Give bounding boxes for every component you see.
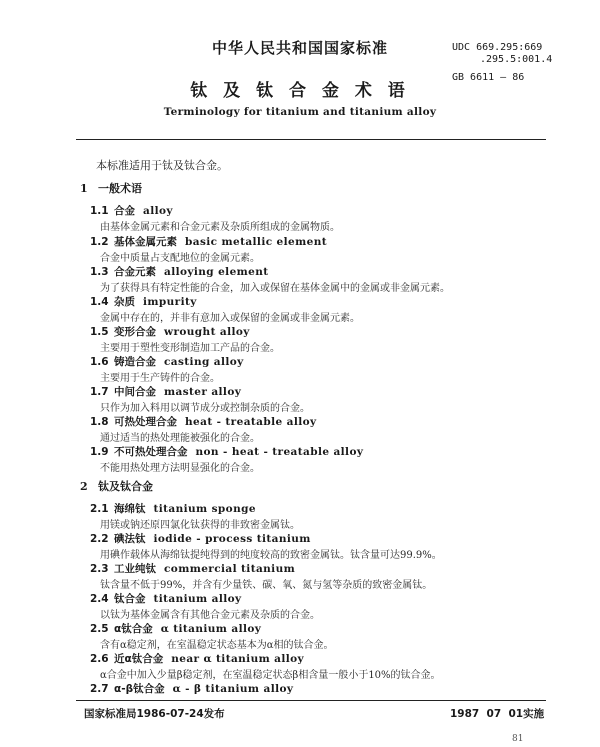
term-zh: 钛合金 [114,593,146,605]
term-1-2 [90,234,327,249]
term-zh: 基体金属元素 [114,236,177,248]
term-definition: 钛含量不低于99%，并含有少量铁、碳、氧、氮与氢等杂质的致密金属钛。 [100,580,433,591]
term-number: 2.7 [90,683,109,695]
term-definition: 以钛为基体金属含有其他合金元素及杂质的合金。 [100,610,320,621]
term-1-4 [90,294,197,309]
term-1-1 [90,203,173,218]
term-2-1 [90,501,256,516]
term-en: α - β titanium alloy [172,683,294,695]
term-number: 1.3 [90,266,109,278]
section-number: 2 [80,480,88,493]
term-en: near α titanium alloy [171,653,305,665]
term-en: heat - treatable alloy [185,416,317,428]
term-definition: α合金中加入少量β稳定剂，在室温稳定状态β相含量一般小于10%的钛合金。 [100,670,441,681]
term-definition: 不能用热处理方法明显强化的合金。 [100,463,260,474]
section-1-heading [80,180,142,196]
term-1-5 [90,324,250,339]
section-2-heading [80,478,153,494]
term-zh: 近α钛合金 [114,653,164,665]
term-2-3 [90,561,295,576]
term-en: non - heat - treatable alloy [195,446,364,458]
term-en: titanium alloy [153,593,242,605]
term-en: master alloy [164,386,242,398]
term-definition: 含有α稳定剂，在室温稳定状态基本为α相的钛合金。 [100,640,334,651]
term-1-3 [90,264,269,279]
bottom-divider [76,700,546,701]
term-definition: 由基体金属元素和合金元素及杂质所组成的金属物质。 [100,222,340,233]
term-definition: 用镁或钠还原四氯化钛获得的非致密金属钛。 [100,520,300,531]
term-zh: 合金 [114,205,135,217]
effective-date: 1987 07 01实施 [450,708,545,720]
term-en: titanium sponge [153,503,256,515]
top-divider [76,139,546,140]
term-number: 1.6 [90,356,109,368]
term-number: 2.6 [90,653,109,665]
term-number: 2.1 [90,503,109,515]
term-en: alloy [143,205,173,217]
term-number: 2.5 [90,623,109,635]
term-number: 1.1 [90,205,109,217]
term-zh: 可热处理合金 [114,416,177,428]
udc-line1: UDC 669.295:669 [452,42,543,53]
term-zh: 工业纯钛 [114,563,156,575]
term-zh: α钛合金 [114,623,153,635]
term-zh: α-β钛合金 [114,683,165,695]
term-zh: 铸造合金 [114,356,156,368]
term-definition: 为了获得具有特定性能的合金，加入或保留在基体金属中的金属或非金属元素。 [100,283,450,294]
term-1-7 [90,384,241,399]
term-1-9 [90,444,363,459]
term-number: 2.3 [90,563,109,575]
gb-code: GB 6611 — 86 [452,72,525,83]
term-definition: 主要用于生产铸件的合金。 [100,373,220,384]
term-1-8 [90,414,317,429]
term-en: casting alloy [164,356,244,368]
term-definition: 通过适当的热处理能被强化的合金。 [100,433,260,444]
term-number: 1.8 [90,416,109,428]
term-en: impurity [143,296,197,308]
term-en: iodide - process titanium [153,533,311,545]
term-2-2 [90,531,311,546]
term-zh: 变形合金 [114,326,156,338]
term-zh: 碘法钛 [114,533,146,545]
term-zh: 合金元素 [114,266,156,278]
term-number: 2.2 [90,533,109,545]
udc-code [452,42,552,66]
term-number: 1.5 [90,326,109,338]
term-definition: 用碘作载体从海绵钛提纯得到的纯度较高的致密金属钛。钛含量可达99.9%。 [100,550,442,561]
term-2-6 [90,651,304,666]
issue-date: 国家标准局1986-07-24发布 [84,708,225,720]
term-zh: 不可热处理合金 [114,446,188,458]
udc-line2: .295.5:001.4 [480,54,553,65]
section-number: 1 [80,182,88,195]
page-title: 钛 及 钛 合 金 术 语 [190,81,410,101]
term-number: 2.4 [90,593,109,605]
term-en: commercial titanium [164,563,296,575]
section-title: 钛及钛合金 [98,480,153,493]
term-en: wrought alloy [164,326,250,338]
term-definition: 主要用于塑性变形制造加工产品的合金。 [100,343,280,354]
term-2-5 [90,621,261,636]
term-zh: 中间合金 [114,386,156,398]
term-en: α titanium alloy [160,623,262,635]
term-number: 1.4 [90,296,109,308]
term-en: basic metallic element [185,236,327,248]
page-number: 81 [512,734,524,744]
term-en: alloying element [164,266,269,278]
term-zh: 杂质 [114,296,135,308]
section-title: 一般术语 [98,182,142,195]
term-definition: 合金中质量占支配地位的金属元素。 [100,253,260,264]
term-2-4 [90,591,242,606]
term-definition: 只作为加入料用以调节成分或控制杂质的合金。 [100,403,310,414]
term-zh: 海绵钛 [114,503,146,515]
term-definition: 金属中存在的，并非有意加入或保留的金属或非金属元素。 [100,313,360,324]
term-number: 1.2 [90,236,109,248]
term-number: 1.9 [90,446,109,458]
term-2-7 [90,681,293,696]
english-title: Terminology for titanium and titanium alloy [163,106,437,118]
term-1-6 [90,354,244,369]
scope-statement: 本标准适用于钛及钛合金。 [96,159,228,172]
term-number: 1.7 [90,386,109,398]
standard-name: 中华人民共和国国家标准 [211,39,388,57]
